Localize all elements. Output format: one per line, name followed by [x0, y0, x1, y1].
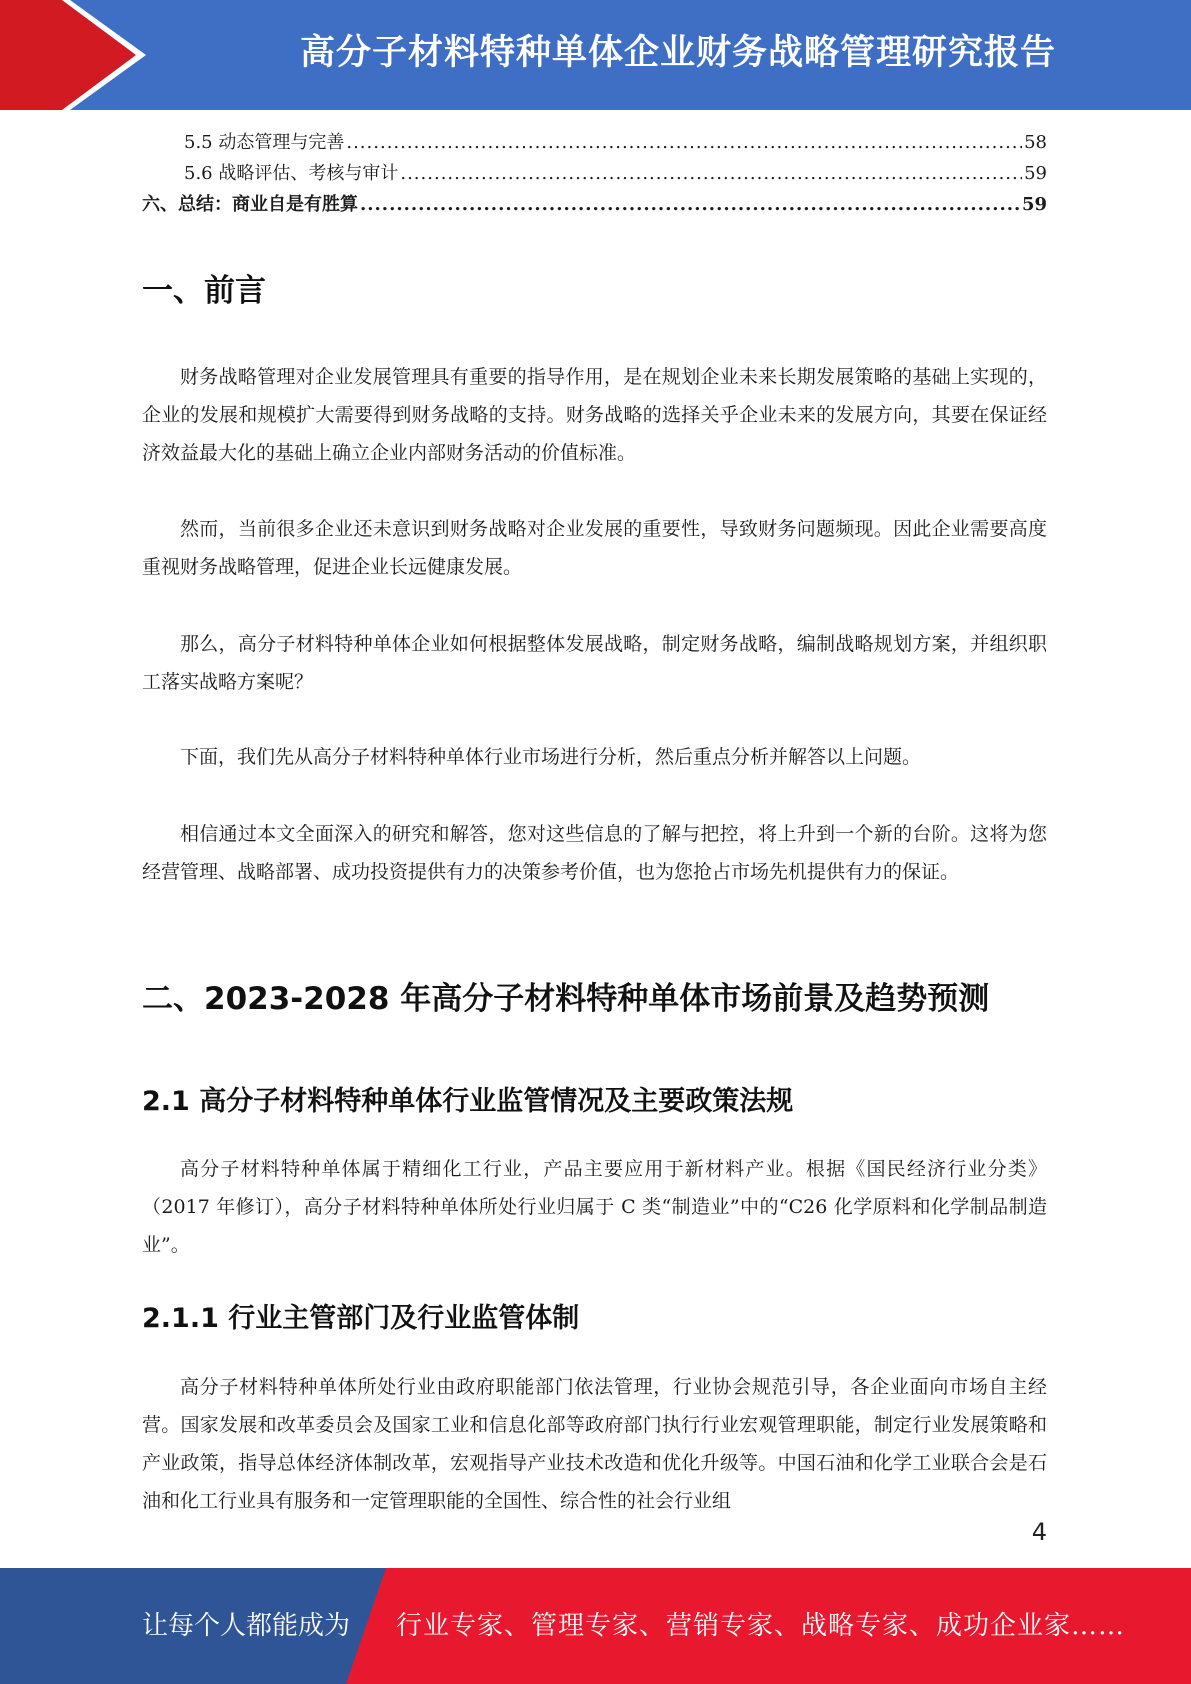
- section-heading-market: 二、2023-2028 年高分子材料特种单体市场前景及趋势预测: [142, 981, 990, 1017]
- report-title: 高分子材料特种单体企业财务战略管理研究报告: [299, 33, 1056, 73]
- toc-entry[interactable]: [142, 189, 1047, 220]
- header-banner: [0, 0, 1191, 110]
- paragraph: 那么，高分子材料特种单体企业如何根据整体发展战略，制定财务战略，编制战略规划方案，并组织职工落实战略方案呢？: [142, 633, 1047, 693]
- toc-leader-dots: [400, 158, 1022, 189]
- footer-slogan-right: 行业专家、管理专家、营销专家、战略专家、成功企业家……: [396, 1611, 1126, 1641]
- paragraph: 然而，当前很多企业还未意识到财务战略对企业发展的重要性，导致财务问题频现。因此企业需要高度重视财务战略管理，促进企业长远健康发展。: [142, 518, 1047, 578]
- toc-entry[interactable]: [142, 127, 1047, 158]
- toc-entry-label: 六、总结：商业自是有胜算: [142, 194, 358, 215]
- paragraph: 高分子材料特种单体属于精细化工行业，产品主要应用于新材料产业。根据《国民经济行业分类》（2017 年修订），高分子材料特种单体所处行业归属于 C 类“制造业”中的“C26 化学原料和化学制品制造业”。: [142, 1158, 1047, 1256]
- paragraph: 下面，我们先从高分子材料特种单体行业市场进行分析，然后重点分析并解答以上问题。: [180, 746, 922, 768]
- toc-entry[interactable]: [142, 158, 1047, 189]
- footer-banner: [0, 1568, 1191, 1684]
- subsection-heading-2-1-1: 2.1.1 行业主管部门及行业监管体制: [142, 1303, 580, 1334]
- toc-leader-dots: [346, 127, 1022, 158]
- page-number: 4: [1031, 1518, 1047, 1546]
- toc-entry-page: 59: [1021, 194, 1047, 215]
- paragraph: 高分子材料特种单体所处行业由政府职能部门依法管理，行业协会规范引导，各企业面向市场自主经营。国家发展和改革委员会及国家工业和信息化部等政府部门执行行业宏观管理职能，制定行业发展策略和产业政策，指导总体经济体制改革，宏观指导产业技术改造和优化升级等。中国石油和化学工业联合会是石油和化工行业具有服务和一定管理职能的全国性、综合性的社会行业组: [142, 1376, 1047, 1512]
- paragraph: 相信通过本文全面深入的研究和解答，您对这些信息的了解与把控，将上升到一个新的台阶。这将为您经营管理、战略部署、成功投资提供有力的决策参考价值，也为您抢占市场先机提供有力的保证。: [142, 823, 1047, 883]
- toc-entry-page: 59: [1024, 163, 1047, 184]
- header-arrow-decoration: [0, 0, 160, 110]
- footer-slogan-left: 让每个人都能成为: [142, 1611, 351, 1641]
- toc-leader-dots: [360, 189, 1020, 220]
- toc-entry-label: 5.5 动态管理与完善: [184, 132, 345, 153]
- toc-entry-page: 58: [1024, 132, 1047, 153]
- subsection-heading-2-1: 2.1 高分子材料特种单体行业监管情况及主要政策法规: [142, 1086, 794, 1117]
- toc-entry-label: 5.6 战略评估、考核与审计: [184, 163, 399, 184]
- table-of-contents: [142, 127, 1047, 220]
- paragraph: 财务战略管理对企业发展管理具有重要的指导作用，是在规划企业未来长期发展策略的基础上实现的，企业的发展和规模扩大需要得到财务战略的支持。财务战略的选择关乎企业未来的发展方向，其要在保证经济效益最大化的基础上确立企业内部财务活动的价值标准。: [142, 366, 1047, 464]
- section-heading-preface: 一、前言: [142, 273, 266, 309]
